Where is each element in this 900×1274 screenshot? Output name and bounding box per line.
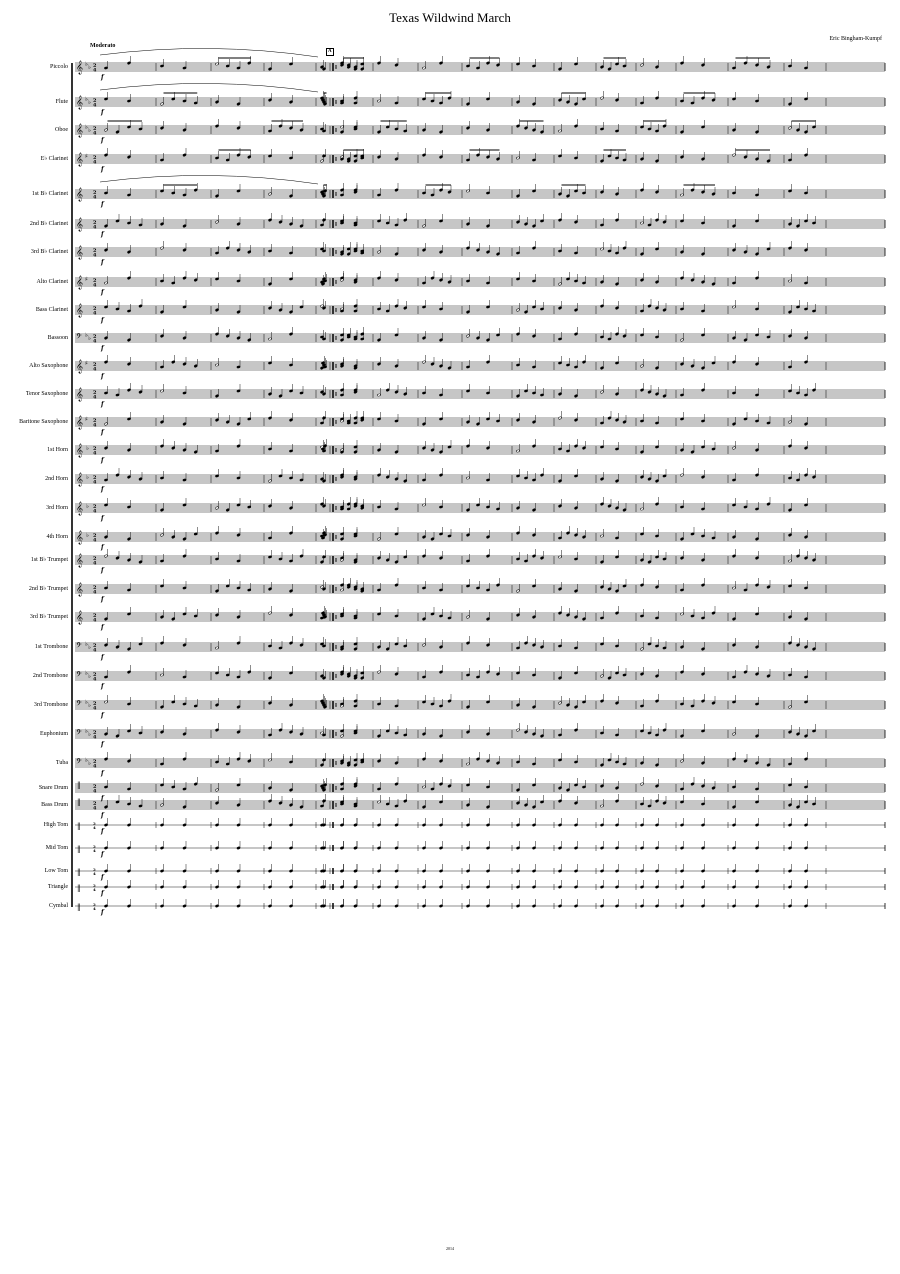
- slur: [100, 83, 318, 92]
- treble-clef-glyph: 𝄞: [76, 359, 84, 373]
- time-signature-bottom: 4: [93, 589, 97, 596]
- flat-glyph: ♭: [88, 64, 91, 71]
- dynamic-marking: f: [101, 712, 104, 719]
- time-signature-top: 2: [93, 126, 97, 132]
- dynamic-marking: f: [101, 401, 104, 408]
- time-signature-top: 2: [93, 418, 97, 424]
- instrument-label: 1st Trombone: [34, 644, 68, 650]
- time-signature-bottom: 4: [93, 734, 97, 741]
- staff-19: [75, 578, 885, 593]
- staff-5: [75, 183, 885, 198]
- time-signature-top: 2: [93, 190, 97, 196]
- time-signature-top: 2: [93, 248, 97, 254]
- time-signature-bottom: 4: [93, 906, 96, 911]
- instrument-label: Oboe: [55, 127, 68, 133]
- dynamic-marking: f: [101, 544, 104, 551]
- staff-14: [75, 439, 885, 454]
- flat-glyph: ♭: [85, 728, 88, 735]
- dynamic-marking: f: [101, 624, 104, 631]
- time-signature-bottom: 4: [93, 252, 97, 259]
- staff-2: [75, 91, 885, 106]
- time-signature-bottom: 4: [93, 224, 97, 231]
- instrument-label: High Tom: [43, 822, 68, 828]
- staff-16: [75, 497, 885, 512]
- dynamic-marking: f: [101, 874, 104, 881]
- bass-clef-glyph: 𝄢: [76, 758, 82, 768]
- flat-glyph: ♭: [88, 99, 91, 106]
- dynamic-marking: f: [101, 201, 104, 208]
- time-signature-bottom: 4: [93, 848, 96, 853]
- dynamic-marking: f: [101, 373, 104, 380]
- time-signature-top: 2: [93, 759, 97, 765]
- treble-clef-glyph: 𝄞: [76, 152, 84, 166]
- staff-29: [75, 841, 885, 851]
- bass-clef-glyph: 𝄢: [76, 671, 82, 681]
- time-signature-bottom: 4: [93, 617, 97, 624]
- time-signature-top: 2: [93, 155, 97, 161]
- staff-1: [75, 56, 885, 71]
- staff-6: [75, 213, 885, 228]
- staff-26: [75, 777, 885, 792]
- time-signature-top: 2: [93, 730, 97, 736]
- staff-9: [75, 299, 885, 314]
- staff-15: [75, 468, 885, 483]
- flat-glyph: ♭: [86, 445, 89, 452]
- instrument-label: E♭ Clarinet: [40, 156, 68, 162]
- staff-13: [75, 411, 885, 426]
- dynamic-marking: f: [101, 770, 104, 777]
- dynamic-marking: f: [101, 812, 104, 819]
- tempo-marking: Moderato: [90, 43, 116, 49]
- staff-30: [75, 864, 885, 874]
- staff-7: [75, 241, 885, 256]
- time-signature-bottom: 4: [93, 763, 97, 770]
- time-signature-top: 2: [93, 556, 97, 562]
- instrument-label: Alto Clarinet: [36, 279, 68, 285]
- staff-25: [75, 752, 885, 767]
- instrument-label: 3rd Horn: [46, 505, 68, 511]
- time-signature-bottom: 4: [93, 508, 97, 515]
- sharp-glyph: ♯: [85, 360, 88, 367]
- dynamic-marking: f: [101, 457, 104, 464]
- instrument-label: 4th Horn: [46, 534, 68, 540]
- staff-4: [75, 148, 885, 163]
- dynamic-marking: f: [101, 317, 104, 324]
- flat-glyph: ♭: [85, 124, 88, 131]
- treble-clef-glyph: 𝄞: [76, 60, 84, 74]
- flat-glyph: ♭: [86, 503, 89, 510]
- flat-glyph: ♭: [88, 760, 91, 767]
- time-signature-top: 2: [93, 504, 97, 510]
- time-signature-bottom: 4: [93, 676, 97, 683]
- dynamic-marking: f: [101, 259, 104, 266]
- time-signature-bottom: 4: [93, 479, 97, 486]
- instrument-label: 1st B♭ Trumpet: [30, 557, 68, 563]
- time-signature-bottom: 4: [93, 102, 97, 109]
- flat-glyph: ♭: [88, 127, 91, 134]
- instrument-label: 1st Horn: [47, 447, 68, 453]
- percussion-clef-glyph: ‖: [77, 884, 81, 892]
- instrument-label: Low Tom: [44, 868, 68, 874]
- flat-glyph: ♭: [85, 670, 88, 677]
- time-signature-bottom: 4: [93, 825, 96, 830]
- instrument-label: Tenor Saxophone: [25, 391, 68, 397]
- time-signature-bottom: 4: [93, 159, 97, 166]
- time-signature-bottom: 4: [93, 394, 97, 401]
- flat-glyph: ♭: [85, 699, 88, 706]
- instrument-label: Bass Drum: [41, 802, 68, 808]
- staff-17: [75, 526, 885, 541]
- time-signature-top: 2: [93, 63, 97, 69]
- flat-glyph: ♭: [85, 96, 88, 103]
- flat-glyph: ♭: [86, 532, 89, 539]
- time-signature-bottom: 4: [93, 310, 97, 317]
- treble-clef-glyph: 𝄞: [76, 415, 84, 429]
- flat-glyph: ♭: [88, 702, 91, 709]
- instrument-label: 3rd Trombone: [33, 702, 68, 708]
- time-signature-top: 2: [93, 844, 96, 849]
- composer-credit: Eric Bingham-Kumpf: [829, 36, 882, 42]
- dynamic-marking: f: [101, 515, 104, 522]
- percussion-clef-glyph: ‖: [77, 822, 81, 830]
- dynamic-marking: f: [101, 567, 104, 574]
- dynamic-marking: f: [101, 890, 104, 897]
- staff-11: [75, 355, 885, 370]
- bass-clef-glyph: 𝄢: [76, 729, 82, 739]
- slur: [100, 48, 318, 57]
- dynamic-marking: f: [101, 851, 104, 858]
- score-title: Texas Wildwind March: [389, 10, 511, 25]
- staff-22: [75, 665, 885, 680]
- treble-clef-glyph: 𝄞: [76, 275, 84, 289]
- dynamic-marking: f: [101, 683, 104, 690]
- dynamic-marking: f: [101, 486, 104, 493]
- instrument-label: 2nd Trombone: [32, 673, 68, 679]
- treble-clef-glyph: 𝄞: [76, 553, 84, 567]
- rehearsal-mark: A: [328, 49, 332, 54]
- staff-24: [75, 723, 885, 738]
- staff-8: [75, 271, 885, 286]
- bass-clef-glyph: 𝄢: [76, 333, 82, 343]
- instrument-label: Piccolo: [50, 64, 68, 70]
- instrument-label: 1st B♭ Clarinet: [31, 191, 68, 197]
- instrument-label: Alto Saxophone: [29, 363, 68, 369]
- treble-clef-glyph: 𝄞: [76, 501, 84, 515]
- time-signature-bottom: 4: [93, 67, 97, 74]
- flat-glyph: ♭: [85, 61, 88, 68]
- dynamic-marking: f: [101, 231, 104, 238]
- percussion-clef-glyph: ‖: [77, 781, 81, 789]
- slur: [100, 175, 318, 184]
- treble-clef-glyph: 𝄞: [76, 582, 84, 596]
- bass-clef-glyph: 𝄢: [76, 642, 82, 652]
- time-signature-top: 2: [93, 98, 97, 104]
- instrument-label: Triangle: [47, 884, 68, 890]
- staff-32: [75, 899, 885, 909]
- staff-18: [75, 549, 885, 564]
- time-signature-bottom: 4: [93, 422, 97, 429]
- treble-clef-glyph: 𝄞: [76, 303, 84, 317]
- flat-glyph: ♭: [85, 641, 88, 648]
- treble-clef-glyph: 𝄞: [76, 387, 84, 401]
- staff-12: [75, 383, 885, 398]
- dynamic-marking: f: [101, 909, 104, 916]
- percussion-clef-glyph: ‖: [77, 868, 81, 876]
- time-signature-top: 2: [93, 801, 97, 807]
- dynamic-marking: f: [101, 109, 104, 116]
- staff-28: [75, 818, 885, 828]
- treble-clef-glyph: 𝄞: [76, 472, 84, 486]
- treble-clef-glyph: 𝄞: [76, 610, 84, 624]
- time-signature-top: 2: [93, 533, 97, 539]
- time-signature-top: 2: [93, 672, 97, 678]
- time-signature-bottom: 4: [93, 788, 97, 795]
- time-signature-top: 2: [93, 902, 96, 907]
- treble-clef-glyph: 𝄞: [76, 123, 84, 137]
- instrument-label: Snare Drum: [38, 785, 68, 791]
- percussion-clef-glyph: ‖: [77, 845, 81, 853]
- time-signature-top: 2: [93, 613, 97, 619]
- time-signature-bottom: 4: [93, 537, 97, 544]
- staff-23: [75, 694, 885, 709]
- treble-clef-glyph: 𝄞: [76, 530, 84, 544]
- bass-clef-glyph: 𝄢: [76, 700, 82, 710]
- flat-glyph: ♭: [86, 474, 89, 481]
- time-signature-bottom: 4: [93, 450, 97, 457]
- sharp-glyph: ♯: [85, 416, 88, 423]
- time-signature-top: 2: [93, 362, 97, 368]
- time-signature-top: 2: [93, 475, 97, 481]
- sharp-glyph: ♯: [85, 153, 88, 160]
- instrument-label: Flute: [55, 99, 68, 105]
- instrument-label: 3rd B♭ Clarinet: [30, 249, 68, 255]
- sharp-glyph: ♯: [85, 276, 88, 283]
- time-signature-bottom: 4: [93, 194, 97, 201]
- flat-glyph: ♭: [88, 335, 91, 342]
- instrument-label: 2nd B♭ Clarinet: [29, 221, 68, 227]
- instrument-label: Tuba: [55, 760, 68, 766]
- staff-31: [75, 880, 885, 890]
- time-signature-top: 2: [93, 446, 97, 452]
- staff-3: [75, 119, 885, 134]
- instrument-label: Mid Tom: [45, 845, 68, 851]
- time-signature-top: 2: [93, 643, 97, 649]
- dynamic-marking: f: [101, 74, 104, 81]
- instrument-label: Bassoon: [47, 335, 68, 341]
- time-signature-top: 2: [93, 883, 96, 888]
- time-signature-bottom: 4: [93, 871, 96, 876]
- footer-year: 2014: [446, 1246, 454, 1251]
- instrument-label: 2nd Horn: [45, 476, 68, 482]
- dynamic-marking: f: [101, 345, 104, 352]
- staff-27: [75, 794, 885, 809]
- time-signature-top: 2: [93, 278, 97, 284]
- time-signature-bottom: 4: [93, 805, 97, 812]
- flat-glyph: ♭: [85, 757, 88, 764]
- dynamic-marking: f: [101, 289, 104, 296]
- flat-glyph: ♭: [88, 644, 91, 651]
- time-signature-top: 2: [93, 867, 96, 872]
- dynamic-marking: f: [101, 596, 104, 603]
- time-signature-bottom: 4: [93, 282, 97, 289]
- dynamic-marking: f: [101, 828, 104, 835]
- staff-21: [75, 636, 885, 651]
- time-signature-bottom: 4: [93, 338, 97, 345]
- time-signature-bottom: 4: [93, 705, 97, 712]
- time-signature-bottom: 4: [93, 887, 96, 892]
- dynamic-marking: f: [101, 795, 104, 802]
- time-signature-top: 2: [93, 306, 97, 312]
- treble-clef-glyph: 𝄞: [76, 187, 84, 201]
- flat-glyph: ♭: [85, 332, 88, 339]
- dynamic-marking: f: [101, 654, 104, 661]
- staff-10: [75, 327, 885, 342]
- percussion-clef-glyph: ‖: [77, 798, 81, 806]
- time-signature-top: 2: [93, 784, 97, 790]
- treble-clef-glyph: 𝄞: [76, 217, 84, 231]
- instrument-label: Baritone Saxophone: [19, 419, 68, 425]
- time-signature-top: 2: [93, 220, 97, 226]
- percussion-clef-glyph: ‖: [77, 903, 81, 911]
- flat-glyph: ♭: [88, 731, 91, 738]
- treble-clef-glyph: 𝄞: [76, 443, 84, 457]
- staff-20: [75, 606, 885, 621]
- dynamic-marking: f: [101, 429, 104, 436]
- time-signature-top: 2: [93, 390, 97, 396]
- flat-glyph: ♭: [88, 673, 91, 680]
- time-signature-bottom: 4: [93, 560, 97, 567]
- dynamic-marking: f: [101, 166, 104, 173]
- time-signature-top: 2: [93, 701, 97, 707]
- treble-clef-glyph: 𝄞: [76, 245, 84, 259]
- instrument-label: 2nd B♭ Trumpet: [28, 586, 68, 592]
- instrument-label: Euphonium: [40, 731, 68, 737]
- instrument-label: Cymbal: [49, 903, 68, 909]
- time-signature-bottom: 4: [93, 366, 97, 373]
- treble-clef-glyph: 𝄞: [76, 95, 84, 109]
- time-signature-top: 2: [93, 821, 96, 826]
- time-signature-bottom: 4: [93, 647, 97, 654]
- dynamic-marking: f: [101, 137, 104, 144]
- instrument-label: 3rd B♭ Trumpet: [29, 614, 68, 620]
- time-signature-bottom: 4: [93, 130, 97, 137]
- instrument-label: Bass Clarinet: [35, 307, 68, 313]
- time-signature-top: 2: [93, 334, 97, 340]
- dynamic-marking: f: [101, 741, 104, 748]
- time-signature-top: 2: [93, 585, 97, 591]
